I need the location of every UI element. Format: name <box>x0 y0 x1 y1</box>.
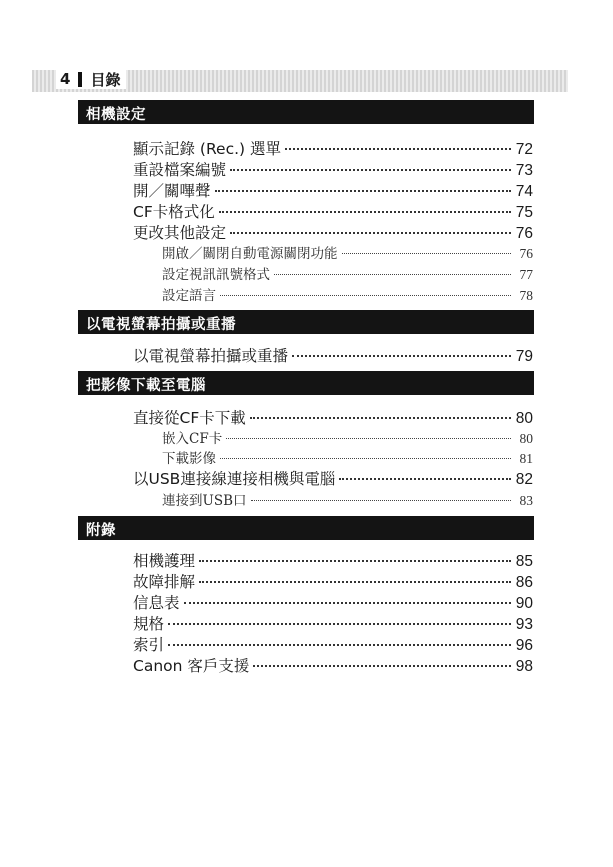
dot-leader <box>215 190 511 192</box>
header-divider <box>78 72 82 87</box>
dot-leader <box>250 417 511 419</box>
subentry-page: 76 <box>519 246 533 261</box>
entry-page: 93 <box>515 616 533 633</box>
entry-page: 72 <box>515 141 533 158</box>
entry-label: 重設檔案編號 <box>133 161 227 179</box>
section-title: 相機設定 <box>86 107 146 123</box>
dot-leader <box>339 478 511 480</box>
dot-leader <box>199 560 511 562</box>
subentry-label: 下載影像 <box>162 451 216 467</box>
toc-entry[interactable] <box>133 591 533 611</box>
subentry-label: 連接到USB口 <box>162 493 247 509</box>
dot-leader <box>184 602 511 604</box>
toc-subentry[interactable] <box>162 263 533 283</box>
toc-entry[interactable] <box>133 467 533 487</box>
section-header-appendix <box>78 516 534 540</box>
entry-label: 索引 <box>133 636 165 654</box>
entry-page: 73 <box>515 162 533 179</box>
dot-leader <box>274 274 511 275</box>
section-title: 把影像下載至電腦 <box>86 378 206 394</box>
entry-label: CF卡格式化 <box>133 203 215 221</box>
dot-leader <box>219 211 511 213</box>
toc-entry[interactable] <box>133 137 533 157</box>
entry-page: 98 <box>515 658 533 675</box>
subentry-label: 設定視訊訊號格式 <box>162 267 270 283</box>
entry-label: 信息表 <box>133 594 180 612</box>
entry-label: 規格 <box>133 615 165 633</box>
entry-page: 79 <box>515 348 533 365</box>
toc-entry[interactable] <box>133 344 533 364</box>
toc-entry[interactable] <box>133 221 533 241</box>
entry-page: 75 <box>515 204 533 221</box>
toc-entry[interactable] <box>133 654 533 674</box>
entry-page: 86 <box>515 574 533 591</box>
entry-page: 76 <box>515 225 533 242</box>
section-title: 以電視螢幕拍攝或重播 <box>86 317 236 333</box>
toc-entry[interactable] <box>133 570 533 590</box>
toc-subentry[interactable] <box>162 242 533 262</box>
entry-label: 以USB連接線連接相機與電腦 <box>133 470 336 488</box>
dot-leader <box>226 438 511 439</box>
toc-subentry[interactable] <box>162 427 533 447</box>
dot-leader <box>230 169 511 171</box>
entry-page: 85 <box>515 553 533 570</box>
subentry-page: 77 <box>519 267 533 282</box>
dot-leader <box>230 232 511 234</box>
toc-entry[interactable] <box>133 406 533 426</box>
subentry-label: 開啟／關閉自動電源關閉功能 <box>162 246 338 262</box>
subentry-page: 78 <box>519 288 533 303</box>
entry-label: 故障排解 <box>133 573 196 591</box>
toc-subentry[interactable] <box>162 489 533 509</box>
entry-label: 開／關嗶聲 <box>133 182 211 200</box>
toc-entry[interactable] <box>133 612 533 632</box>
page-title: 目錄 <box>90 70 121 89</box>
subentry-label: 設定語言 <box>162 288 216 304</box>
dot-leader <box>199 581 511 583</box>
toc-entry[interactable] <box>133 179 533 199</box>
page-number: 4 <box>60 70 71 88</box>
entry-page: 90 <box>515 595 533 612</box>
dot-leader <box>220 295 511 296</box>
section-header-download <box>78 371 534 395</box>
entry-page: 74 <box>515 183 533 200</box>
entry-label: 直接從CF卡下載 <box>133 409 246 427</box>
dot-leader <box>168 623 511 625</box>
toc-subentry[interactable] <box>162 447 533 467</box>
dot-leader <box>342 253 512 254</box>
toc-entry[interactable] <box>133 158 533 178</box>
entry-label: 以電視螢幕拍攝或重播 <box>133 347 289 365</box>
entry-page: 96 <box>515 637 533 654</box>
section-header-tv-playback <box>78 310 534 334</box>
toc-entry[interactable] <box>133 200 533 220</box>
section-header-camera-settings <box>78 100 534 124</box>
entry-page: 80 <box>515 410 533 427</box>
entry-label: 顯示記錄 (Rec.) 選單 <box>133 140 282 158</box>
dot-leader <box>285 148 511 150</box>
toc-entry[interactable] <box>133 633 533 653</box>
dot-leader <box>168 644 511 646</box>
subentry-page: 83 <box>519 493 533 508</box>
subentry-page: 81 <box>519 451 533 466</box>
page-header <box>56 69 126 89</box>
entry-label: 相機護理 <box>133 552 196 570</box>
entry-label: 更改其他設定 <box>133 224 227 242</box>
dot-leader <box>292 355 511 357</box>
subentry-page: 80 <box>519 431 533 446</box>
entry-label: Canon 客戶支援 <box>133 657 250 675</box>
toc-subentry[interactable] <box>162 284 533 304</box>
section-title: 附錄 <box>86 523 116 539</box>
dot-leader <box>251 500 511 501</box>
toc-entry[interactable] <box>133 549 533 569</box>
entry-page: 82 <box>515 471 533 488</box>
dot-leader <box>253 665 511 667</box>
subentry-label: 嵌入CF卡 <box>162 431 223 447</box>
dot-leader <box>220 458 511 459</box>
